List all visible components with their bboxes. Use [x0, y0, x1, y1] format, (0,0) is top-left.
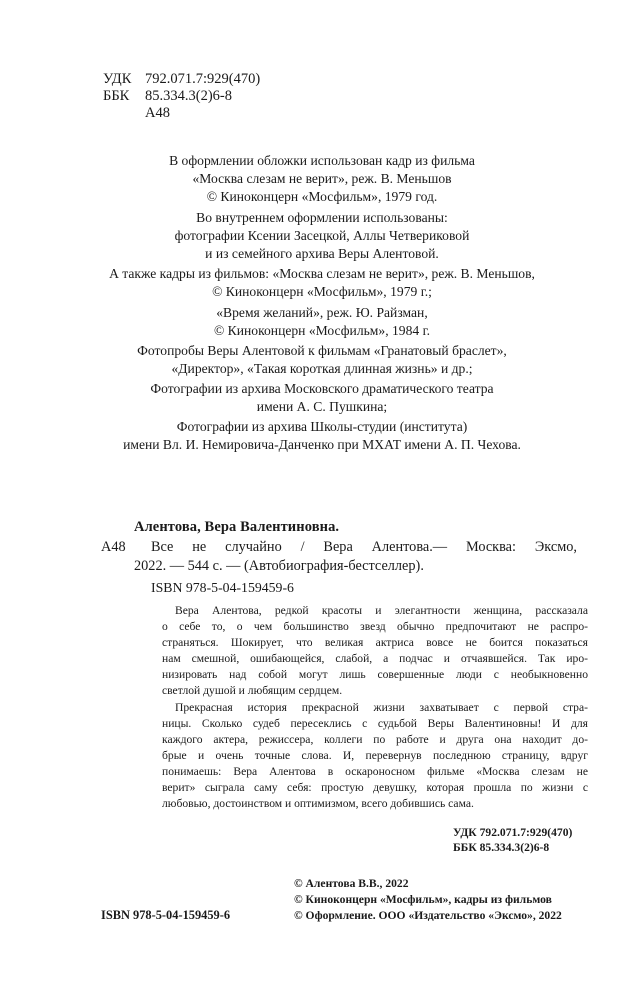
annotation-line: брые и очень точные слова. И, перевернув последнюю страницу, вдруг [162, 749, 588, 762]
annotation-line: страняться. Шокирует, что великая актриса вовсе не боится показаться [162, 636, 588, 649]
credit-line: Во внутреннем оформлении использованы: [196, 210, 448, 225]
card-bbk: ББК 85.334.3(2)6-8 [453, 841, 550, 854]
copyright-line: © Алентова В.В., 2022 [294, 877, 409, 890]
card-mark: А48 [101, 539, 126, 555]
annotation-line: низировать над собой могут лишь совершенные люди с необыкновенно [162, 668, 588, 681]
author-heading: Алентова, Вера Валентиновна. [134, 519, 340, 535]
author-mark: А48 [145, 105, 170, 121]
annotation-line: любовью, достоинством и оптимизмом, всего добившись сама. [162, 797, 474, 810]
udk-label: УДК [103, 71, 132, 87]
credit-line: Фотопробы Веры Алентовой к фильмам «Гранатовый браслет», [137, 343, 507, 358]
credit-line: фотографии Ксении Засецкой, Аллы Четвериковой [174, 228, 470, 243]
card-udk: УДК 792.071.7:929(470) [453, 826, 573, 839]
classification-block [103, 71, 260, 122]
annotation-line: о себе то, о чем большинство звезд обычно предпочитают не распро- [162, 620, 588, 633]
annotation-line: верит» сыграла саму себя: простую девушку, которая прошла по жизни с [162, 781, 588, 794]
credit-line: имени Вл. И. Немировича-Данченко при МХАТ имени А. П. Чехова. [123, 437, 521, 452]
copyright-line: © Киноконцерн «Мосфильм», кадры из фильмов [294, 893, 552, 906]
credit-line: Фотографии из архива Московского драматического театра [150, 381, 494, 396]
credit-line: «Время желаний», реж. Ю. Райзман, [216, 305, 428, 320]
annotation-line: Прекрасная история прекрасной жизни захватывает с первой стра- [175, 701, 588, 714]
credit-line: В оформлении обложки использован кадр из фильма [169, 153, 475, 168]
bbk-label: ББК [103, 88, 130, 104]
annotation-line: нам смешной, ошибающейся, слабой, а подчас и отчаявшейся. Так иро- [162, 652, 588, 665]
credit-line: и из семейного архива Веры Алентовой. [205, 246, 439, 261]
footer-isbn: ISBN 978-5-04-159459-6 [101, 908, 231, 922]
credit-line: имени А. С. Пушкина; [256, 399, 388, 414]
credit-line: А также кадры из фильмов: «Москва слезам не верит», реж. В. Меньшов, [109, 266, 535, 281]
annotation-line: понимаешь: Вера Алентова в оскароносном фильме «Москва слезам не [162, 765, 588, 778]
annotation-line: ницы. Сколько судеб пересеклись с судьбой Веры Валентиновны! И для [162, 717, 588, 730]
udk-row [103, 71, 260, 88]
credit-line: Фотографии из архива Школы-студии (института) [176, 419, 468, 434]
annotation-line: Вера Алентова, редкой красоты и элегантности женщина, рассказала [175, 604, 588, 617]
bbk-row [103, 88, 260, 105]
udk-value: 792.071.7:929(470) [145, 71, 261, 87]
annotation-line: каждого актера, режиссера, коллеги по работе и друга она находит до- [162, 733, 588, 746]
card-isbn: ISBN 978-5-04-159459-6 [151, 580, 294, 595]
credit-line: «Директор», «Такая короткая длинная жизнь» и др.; [171, 361, 473, 376]
credit-line: © Киноконцерн «Мосфильм», 1979 г.; [212, 284, 432, 299]
card-description-line1: Все не случайно / Вера Алентова.— Москва: Эксмо, [151, 539, 577, 555]
credit-line: © Киноконцерн «Мосфильм», 1984 г. [213, 323, 431, 338]
credit-line: «Москва слезам не верит», реж. В. Меньшов [192, 171, 452, 186]
bbk-value: 85.334.3(2)6-8 [145, 88, 232, 104]
card-description-line2: 2022. — 544 с. — (Автобиография-бестселлер). [134, 558, 424, 574]
credit-line: © Киноконцерн «Мосфильм», 1979 год. [206, 189, 438, 204]
annotation-line: светлой душой и любящим сердцем. [162, 684, 343, 697]
copyright-line: © Оформление. ООО «Издательство «Эксмо», 2022 [294, 909, 562, 922]
